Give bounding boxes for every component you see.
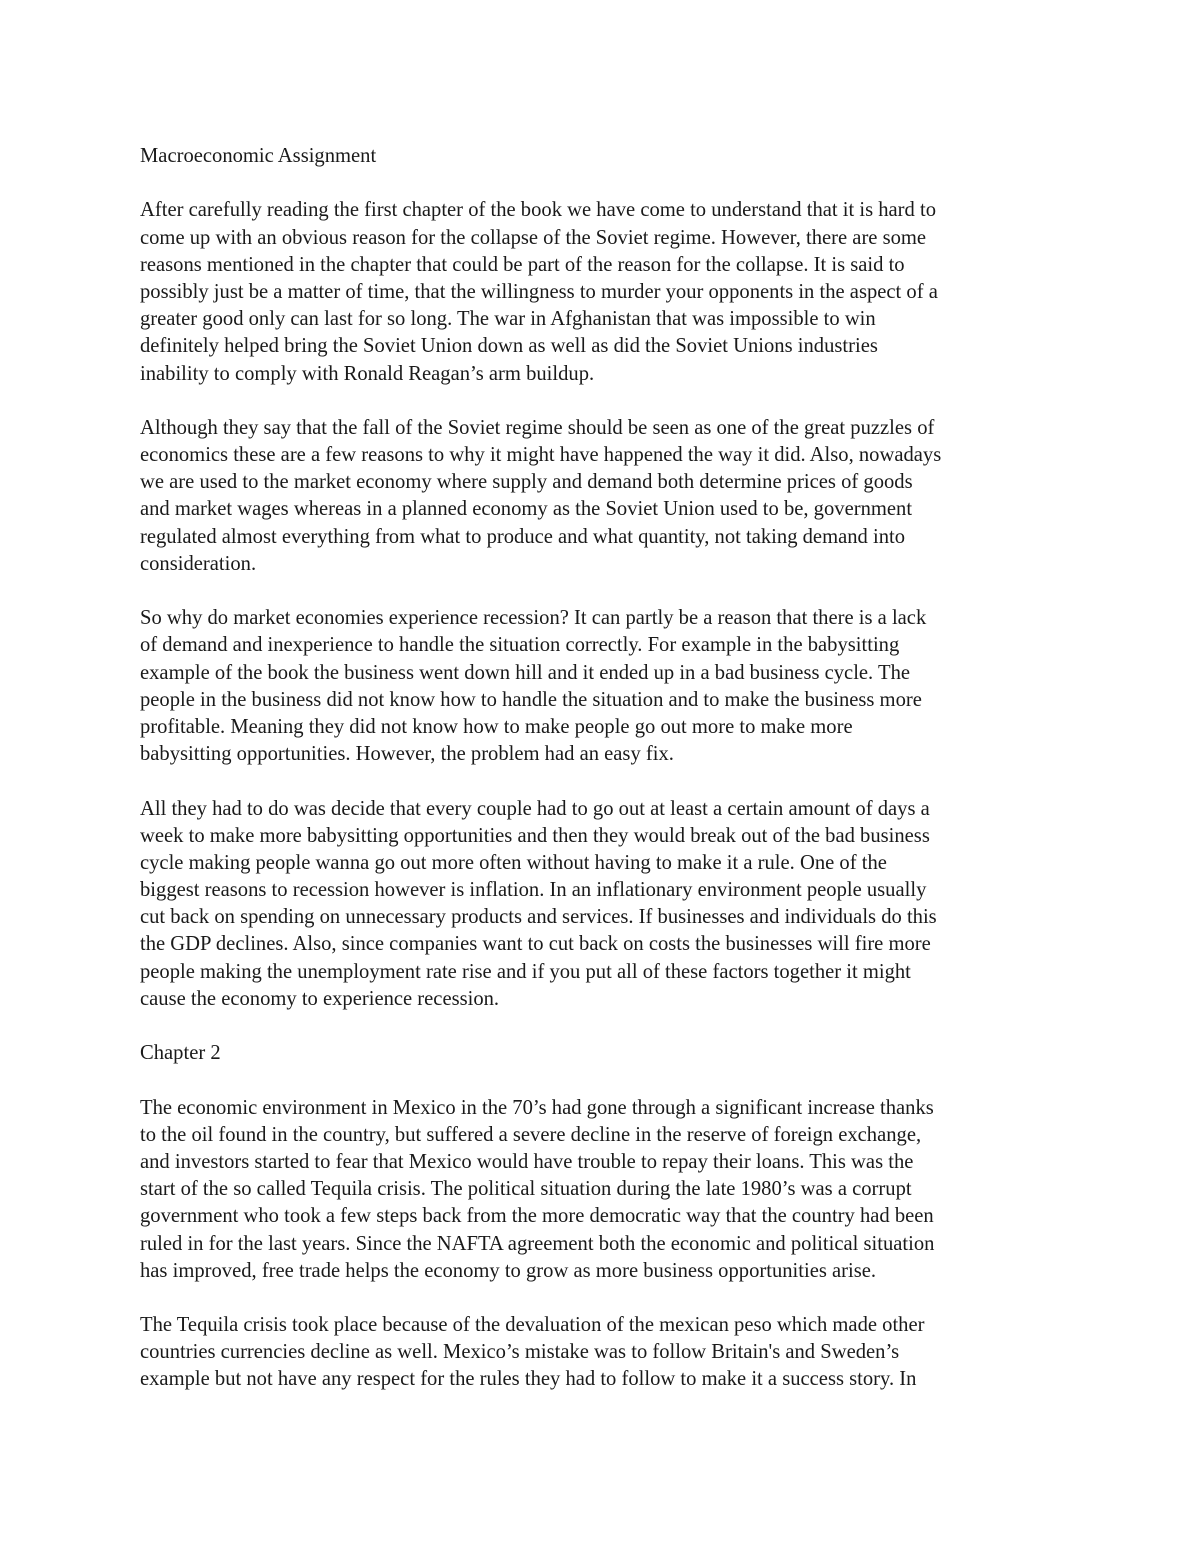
paragraph-line: countries currencies decline as well. Mexico’s mistake was to follow Britain's and Sweden’s — [140, 1341, 900, 1364]
paragraph-line: people in the business did not know how to handle the situation and to make the business more — [140, 688, 922, 711]
paragraph-line: So why do market economies experience recession? It can partly be a reason that there is a lack — [140, 607, 927, 630]
chapter-heading: Chapter 2 — [140, 1042, 221, 1065]
document-title: Macroeconomic Assignment — [140, 145, 377, 167]
chapter-2-paragraph-2 — [140, 1312, 1065, 1394]
paragraph-line: definitely helped bring the Soviet Union down as well as did the Soviet Unions industries — [140, 335, 878, 358]
paragraph-line: inability to comply with Ronald Reagan’s arm buildup. — [140, 362, 595, 385]
paragraph-line: consideration. — [140, 552, 257, 575]
chapter-2-paragraph-1 — [140, 1095, 1065, 1285]
paragraph-line: All they had to do was decide that every couple had to go out at least a certain amount of days a — [140, 797, 930, 820]
paragraph-line: regulated almost everything from what to produce and what quantity, not taking demand into — [140, 525, 906, 548]
chapter-2-heading-block — [140, 1040, 1065, 1067]
paragraph-line: example of the book the business went down hill and it ended up in a bad business cycle. The — [140, 661, 911, 684]
paragraph-line: to the oil found in the country, but suffered a severe decline in the reserve of foreign exchange, — [140, 1123, 922, 1146]
paragraph-line: of demand and inexperience to handle the situation correctly. For example in the babysitting — [140, 634, 900, 657]
paragraph-line: The Tequila crisis took place because of the devaluation of the mexican peso which made other — [140, 1314, 925, 1337]
paragraph-line: people making the unemployment rate rise and if you put all of these factors together it might — [140, 960, 911, 983]
document-body — [140, 143, 1065, 1421]
paragraph-line: and investors started to fear that Mexico would have trouble to repay their loans. This was the — [140, 1150, 914, 1173]
paragraph-line: cycle making people wanna go out more often without having to make it a rule. One of the — [140, 851, 887, 874]
document-title-block — [140, 143, 1065, 170]
paragraph-line: we are used to the market economy where supply and demand both determine prices of goods — [140, 471, 913, 494]
paragraph-line: biggest reasons to recession however is inflation. In an inflationary environment people usually — [140, 879, 927, 902]
paragraph-line: reasons mentioned in the chapter that could be part of the reason for the collapse. It is said to — [140, 253, 905, 276]
paragraph-line: the GDP declines. Also, since companies want to cut back on costs the businesses will fire more — [140, 933, 931, 956]
paragraph-4 — [140, 796, 1065, 1014]
paragraph-line: ruled in for the last years. Since the NAFTA agreement both the economic and political situation — [140, 1232, 935, 1255]
paragraph-line: example but not have any respect for the rules they had to follow to make it a success story. In — [140, 1368, 917, 1391]
paragraph-line: start of the so called Tequila crisis. The political situation during the late 1980’s was a corrupt — [140, 1178, 912, 1201]
paragraph-line: week to make more babysitting opportunities and then they would break out of the bad business — [140, 824, 930, 847]
paragraph-line: come up with an obvious reason for the collapse of the Soviet regime. However, there are some — [140, 226, 927, 249]
paragraph-line: has improved, free trade helps the economy to grow as more business opportunities arise. — [140, 1259, 877, 1282]
paragraph-line: and market wages whereas in a planned economy as the Soviet Union used to be, government — [140, 498, 913, 521]
paragraph-line: Although they say that the fall of the Soviet regime should be seen as one of the great puzzles of — [140, 416, 935, 439]
paragraph-2 — [140, 415, 1065, 578]
paragraph-line: profitable. Meaning they did not know how to make people go out more to make more — [140, 715, 853, 738]
paragraph-line: cause the economy to experience recession. — [140, 987, 500, 1010]
paragraph-line: government who took a few steps back from the more democratic way that the country had been — [140, 1205, 934, 1228]
paragraph-line: economics these are a few reasons to why it might have happened the way it did. Also, nowadays — [140, 444, 942, 467]
paragraph-line: babysitting opportunities. However, the problem had an easy fix. — [140, 743, 674, 766]
paragraph-line: The economic environment in Mexico in the 70’s had gone through a significant increase thanks — [140, 1096, 934, 1119]
paragraph-line: After carefully reading the first chapter of the book we have come to understand that it is hard to — [140, 199, 937, 222]
paragraph-line: cut back on spending on unnecessary products and services. If businesses and individuals do this — [140, 906, 937, 929]
paragraph-1 — [140, 197, 1065, 387]
paragraph-line: greater good only can last for so long. The war in Afghanistan that was impossible to win — [140, 308, 876, 331]
paragraph-line: possibly just be a matter of time, that the willingness to murder your opponents in the aspect of a — [140, 280, 938, 303]
paragraph-3 — [140, 605, 1065, 768]
